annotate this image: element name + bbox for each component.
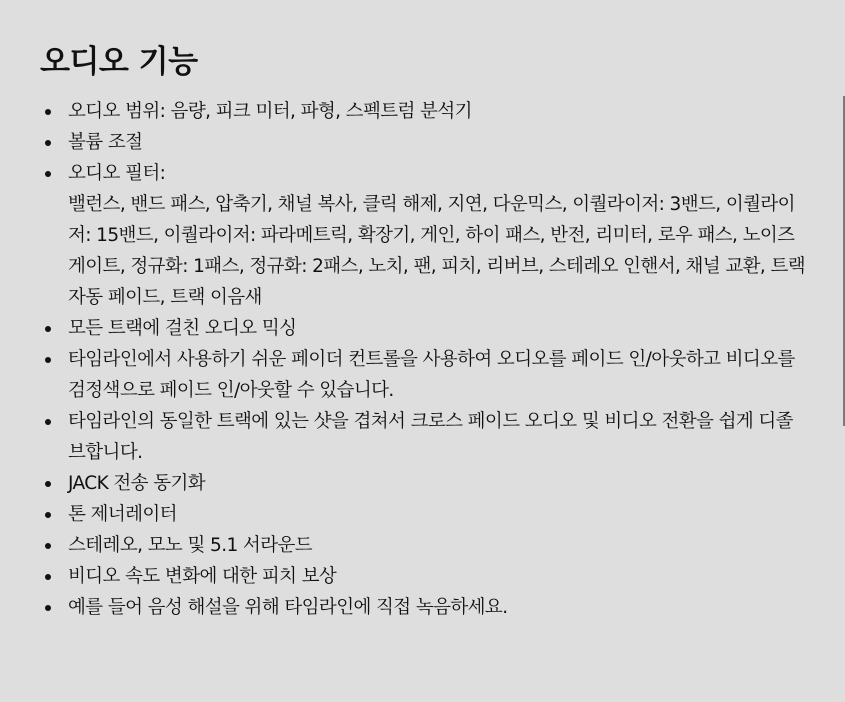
feature-text: JACK 전송 동기화	[68, 473, 206, 494]
feature-text: 볼륨 조절	[68, 132, 143, 153]
feature-fade-in-out	[40, 344, 810, 406]
feature-crossfade	[40, 406, 810, 468]
section-title: 오디오 기능	[40, 44, 198, 80]
feature-text: 비디오 속도 변화에 대한 피치 보상	[68, 566, 337, 587]
feature-jack-sync	[40, 468, 810, 499]
feature-text: 오디오 필터:	[68, 163, 166, 184]
feature-audio-mixing	[40, 313, 810, 344]
feature-record-to-timeline	[40, 592, 810, 623]
feature-text: 톤 제너레이터	[68, 504, 177, 525]
feature-volume-control	[40, 127, 810, 158]
feature-text: 타임라인에서 사용하기 쉬운 페이더 컨트롤을 사용하여 오디오를 페이드 인/아웃하고 비디오를 검정색으로 페이드 인/아웃할 수 있습니다.	[68, 349, 795, 401]
feature-text: 스테레오, 모노 및 5.1 서라운드	[68, 535, 313, 556]
feature-pitch-compensation	[40, 561, 810, 592]
feature-text: 오디오 범위: 음량, 피크 미터, 파형, 스펙트럼 분석기	[68, 101, 472, 122]
feature-surround	[40, 530, 810, 561]
feature-audio-filters	[40, 158, 810, 313]
audio-filter-list: 밸런스, 밴드 패스, 압축기, 채널 복사, 클릭 해제, 지연, 다운믹스, 이퀄라이저: 3밴드, 이퀄라이저: 15밴드, 이퀄라이저: 파라메트릭, 확장기, 게인, 하이 패스, 반전, 리미터, 로우 패스, 노이즈 게이트, 정규화: 1패스, 정규화: 2패스, 노치, 팬, 피치, 리버브, 스테레오 인핸서, 채널 교환, 트랙 자동 페이드, 트랙 이음새	[68, 194, 805, 308]
audio-features-section	[40, 40, 810, 623]
feature-text: 모든 트랙에 걸친 오디오 믹싱	[68, 318, 297, 339]
feature-text: 예를 들어 음성 해설을 위해 타임라인에 직접 녹음하세요.	[68, 597, 508, 618]
feature-text: 타임라인의 동일한 트랙에 있는 샷을 겹쳐서 크로스 페이드 오디오 및 비디오 전환을 쉽게 디졸브합니다.	[68, 411, 793, 463]
feature-audio-scopes	[40, 96, 810, 127]
feature-tone-generator	[40, 499, 810, 530]
feature-list	[40, 96, 810, 623]
